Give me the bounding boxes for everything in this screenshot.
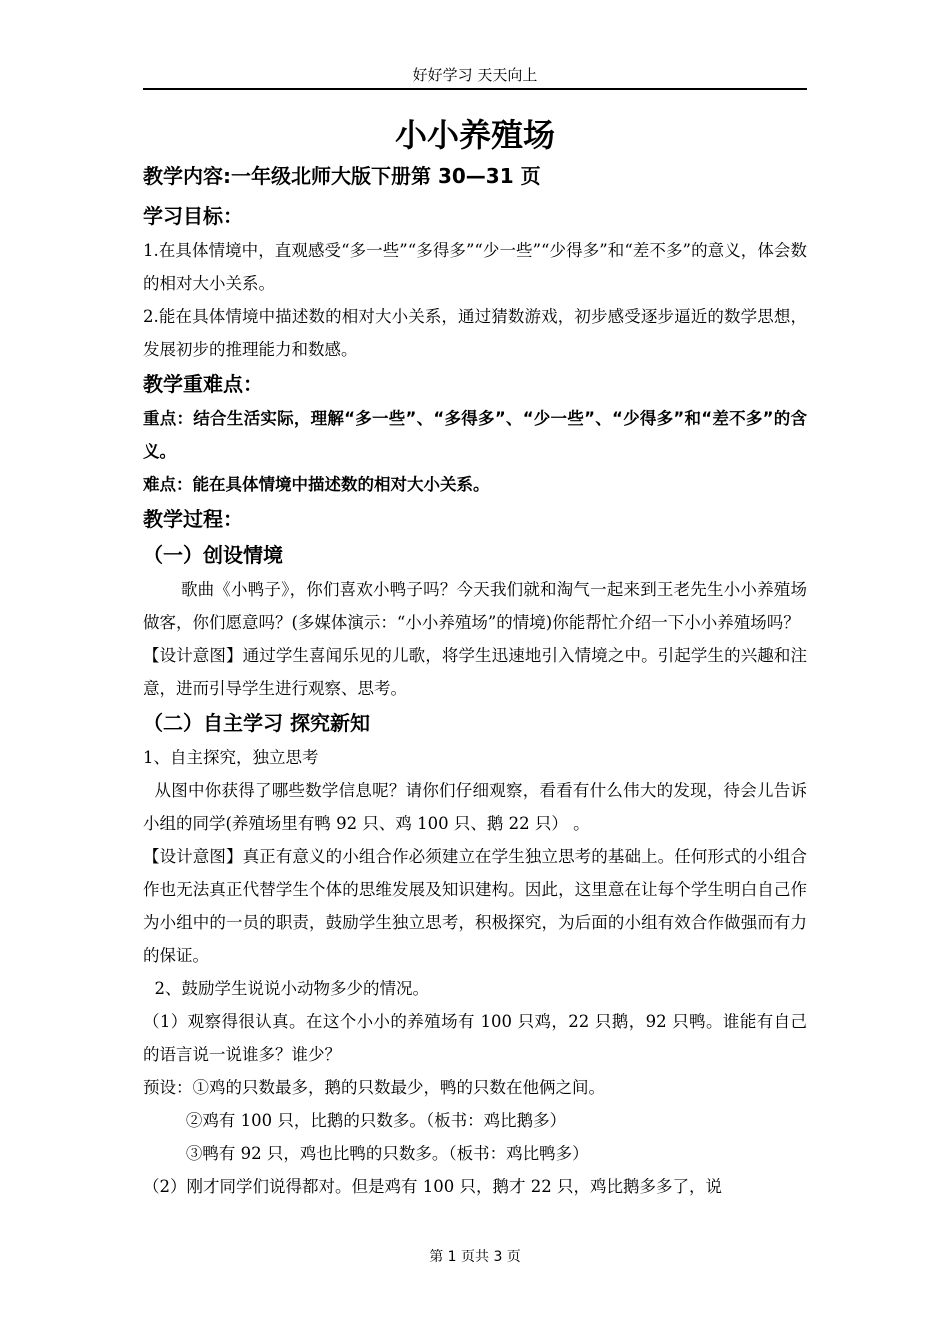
objective-item: 1.在具体情境中，直观感受“多一些”“多得多”“少一些”“少得多”和“差不多”的意义，体会数的相对大小关系。	[143, 241, 807, 293]
difficult-point: 难点：能在具体情境中描述数的相对大小关系。	[143, 475, 490, 494]
content-line: 教学内容:一年级北师大版下册第 30—31 页	[143, 164, 541, 188]
question-1: （1）观察得很认真。在这个小小的养殖场有 100 只鸡，22 只鹅，92 只鸭。谁能有自己的语言说一说谁多？谁少？	[143, 1012, 807, 1064]
step1-paragraph: 从图中你获得了哪些数学信息呢？请你们仔细观察，看看有什么伟大的发现，待会儿告诉小组的同学(养殖场里有鸭 92 只、鸡 100 只、鹅 22 只） 。	[143, 781, 807, 833]
section2-design-intent: 【设计意图】真正有意义的小组合作必须建立在学生独立思考的基础上。任何形式的小组合作也无法真正代替学生个体的思维发展及知识建构。因此，这里意在让每个学生明白自己作为小组中的一员的职责，鼓励学生独立思考，积极探究，为后面的小组有效合作做强而有力的保证。	[143, 847, 807, 965]
section1-paragraph: 歌曲《小鸭子》，你们喜欢小鸭子吗？今天我们就和淘气一起来到王老先生小小养殖场做客，你们愿意吗？(多媒体演示：“小小养殖场”的情境)你能帮忙介绍一下小小养殖场吗？	[143, 580, 807, 632]
step2-heading: 2、鼓励学生说说小动物多少的情况。	[154, 979, 430, 998]
question-2: （2）刚才同学们说得都对。但是鸡有 100 只，鹅才 22 只，鸡比鹅多多了，说	[143, 1177, 722, 1196]
objective-item: 2.能在具体情境中描述数的相对大小关系，通过猜数游戏，初步感受逐步逼近的数学思想，发展初步的推理能力和数感。	[143, 307, 807, 359]
page-header: 好好学习 天天向上	[412, 66, 538, 84]
header-divider	[143, 88, 807, 90]
document-body	[143, 112, 807, 1203]
key-point: 重点：结合生活实际，理解“多一些”、“多得多”、“少一些”、“少得多”和“差不多”的含义。	[143, 409, 807, 461]
page-footer: 第 1 页共 3 页	[429, 1249, 521, 1265]
section1-heading: （一）创设情境	[143, 543, 283, 567]
section2-heading: （二）自主学习 探究新知	[143, 711, 370, 735]
preset-answer-2: ②鸡有 100 只，比鹅的只数多。（板书：鸡比鹅多）	[185, 1111, 567, 1130]
objectives-heading: 学习目标：	[143, 204, 243, 228]
document-title: 小小养殖场	[394, 116, 555, 154]
process-heading: 教学过程：	[143, 507, 243, 531]
key-points-heading: 教学重难点：	[143, 372, 263, 396]
preset-answer-3: ③鸭有 92 只，鸡也比鸭的只数多。（板书：鸡比鸭多）	[185, 1144, 589, 1163]
preset-answer-1: 预设：①鸡的只数最多，鹅的只数最少，鸭的只数在他俩之间。	[143, 1078, 605, 1097]
step1-heading: 1、自主探究，独立思考	[143, 748, 319, 767]
section1-design-intent: 【设计意图】通过学生喜闻乐见的儿歌，将学生迅速地引入情境之中。引起学生的兴趣和注意，进而引导学生进行观察、思考。	[143, 646, 807, 698]
